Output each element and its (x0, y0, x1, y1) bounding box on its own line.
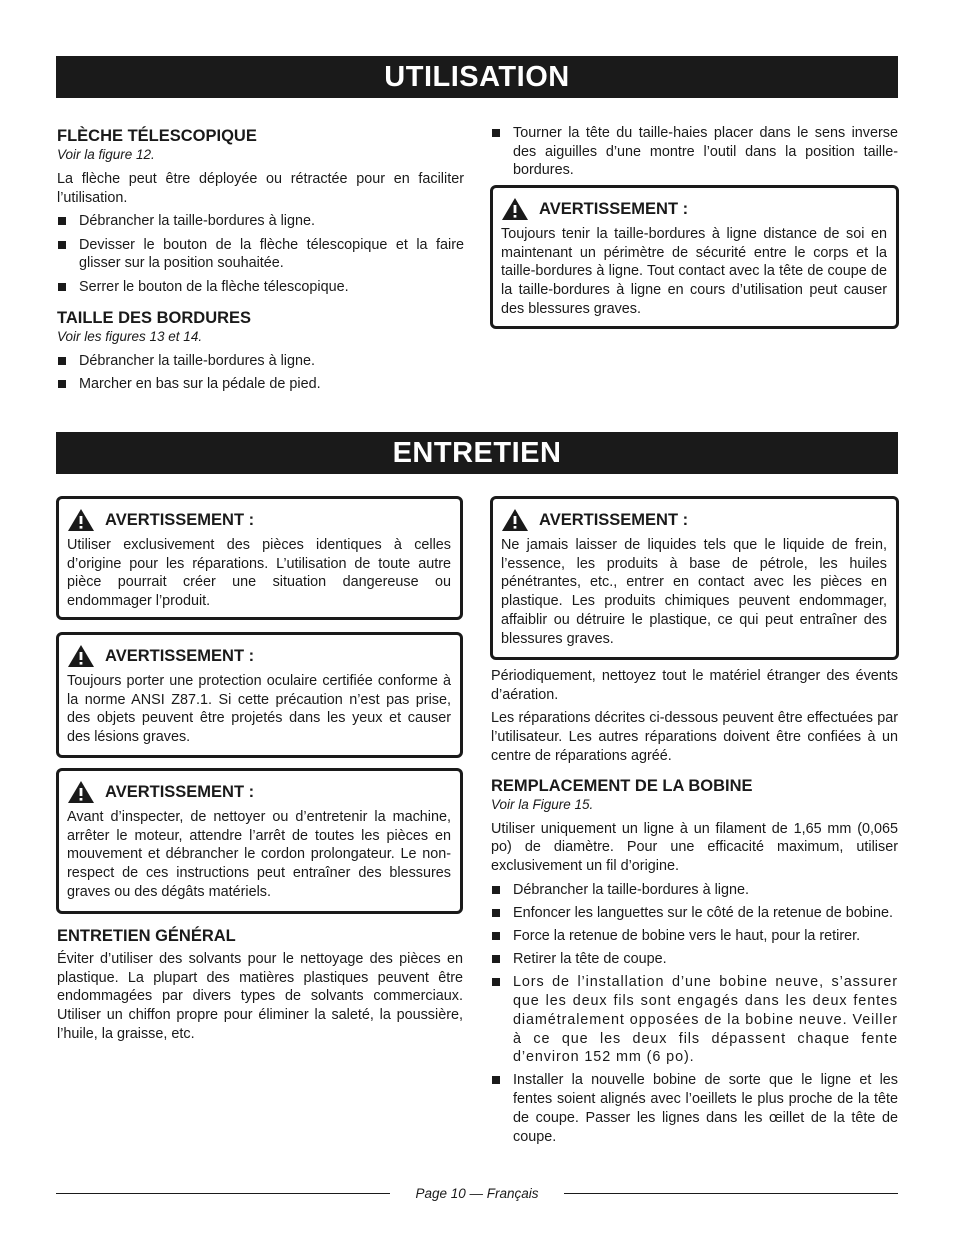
warning-box-utilisation (490, 185, 899, 329)
entretien-right-column (491, 667, 898, 1151)
list-item: Serrer le bouton de la flèche télescopique. (57, 278, 464, 297)
warning-box-protection (56, 632, 463, 758)
warning-box-liquides (490, 496, 899, 660)
entretien-para-reparations: Les réparations décrites ci-dessous peuvent être effectuées par l’utilisateur. Les autres réparations doivent être confiées à un centre de réparations agréé. (491, 710, 898, 764)
bullet-square (58, 217, 66, 225)
list-item: Force la retenue de bobine vers le haut, pour la retirer. (491, 927, 898, 946)
warning-triangle-icon (501, 197, 529, 221)
warning-text: Avant d’inspecter, de nettoyer ou d’entretenir la machine, arrêter le moteur, attendre l’arrêt de toutes les pièces en mouvement et débrancher le cordon prolongateur. Le non-respect de ces instructions peut entraîner des blessures graves ou des dégâts matériels. (67, 809, 451, 900)
bullet-square (58, 380, 66, 388)
list-item: Devisser le bouton de la flèche télescopique et la faire glisser sur la position souhaitée. (57, 236, 464, 273)
list-item: Débrancher la taille-bordures à ligne. (57, 352, 464, 371)
warning-text: Toujours tenir la taille-bordures à ligne distance de soi en maintenant un périmètre de sécurité entre le corps et la taille-bordures à ligne. Tout contact avec la tête de coupe de la taille-bordures à ligne en cours d’utilisation peut causer des blessures graves. (501, 226, 887, 317)
warning-text: Utiliser exclusivement des pièces identiques à celles d’origine pour les réparations. L’utilisation de toute autre pièce pourrait créer une situation dangereuse ou endommager l’produit. (67, 537, 451, 610)
bullet-square (58, 241, 66, 249)
bullet-square (492, 1076, 500, 1084)
fleche-telescopique-heading: FLÈCHE TÉLESCOPIQUE (57, 127, 257, 145)
warning-triangle-icon (67, 508, 95, 532)
fleche-intro: La flèche peut être déployée ou rétractée pour en faciliter l’utilisation. (57, 171, 464, 206)
utilisation-banner: UTILISATION (56, 56, 898, 98)
list-item: Débrancher la taille-bordures à ligne. (491, 881, 898, 900)
list-item: Enfoncer les languettes sur le côté de la retenue de bobine. (491, 904, 898, 923)
warning-title: AVERTISSEMENT : (539, 200, 689, 218)
warning-box-inspection (56, 768, 463, 914)
bullet-square (492, 909, 500, 917)
rotation-steps (491, 124, 898, 180)
bullet-square (492, 955, 500, 963)
list-item: Marcher en bas sur la pédale de pied. (57, 375, 464, 394)
warning-text: Toujours porter une protection oculaire certifiée conforme à la norme ANSI Z87.1. Si cette précaution n’est pas prise, des objets peuvent être projetés dans les yeux et causer des lésions graves. (67, 673, 451, 746)
utilisation-left-column (57, 126, 464, 399)
warning-title: AVERTISSEMENT : (105, 783, 255, 801)
list-item: Retirer la tête de coupe. (491, 950, 898, 969)
warning-title: AVERTISSEMENT : (105, 511, 255, 529)
bobine-intro: Utiliser uniquement un ligne à un filament de 1,65 mm (0,065 po) de diamètre. Pour une efficacité maximum, utiliser exclusivement un fil d’origine. (491, 820, 898, 874)
bullet-square (58, 357, 66, 365)
warning-title: AVERTISSEMENT : (539, 511, 689, 529)
entretien-general-text: Éviter d’utiliser des solvants pour le nettoyage des pièces en plastique. La plupart des matières plastiques peuvent être endommagées par divers types de solvants commerciaux. Utiliser un chiffon propre pour éliminer la saleté, la poussière, l’huile, la graisse, etc. (57, 951, 463, 1042)
entretien-general-section (57, 926, 463, 1049)
bobine-heading: REMPLACEMENT DE LA BOBINE (491, 776, 753, 795)
fleche-steps (57, 212, 464, 296)
warning-title: AVERTISSEMENT : (105, 647, 255, 665)
entretien-para-nettoyage: Périodiquement, nettoyez tout le matériel étranger des évents d’aération. (491, 668, 898, 703)
bullet-square (58, 283, 66, 291)
warning-triangle-icon (67, 780, 95, 804)
taille-bordures-heading: TAILLE DES BORDURES (57, 309, 252, 328)
warning-text: Ne jamais laisser de liquides tels que le liquide de frein, l’essence, les produits à base de pétrole, les huiles pénétrantes, etc., entrer en contact avec les pièces en plastique. Les produits chimiques peuvent endommager, affaiblir ou détruire le plastique, ce qui peut entraîner des blessures graves. (501, 537, 887, 647)
fleche-figure-ref: Voir la figure 12. (57, 147, 155, 162)
entretien-banner: ENTRETIEN (56, 432, 898, 474)
entretien-general-heading: ENTRETIEN GÉNÉRAL (57, 927, 236, 945)
footer-rule-right (564, 1193, 898, 1194)
bobine-figure-ref: Voir la Figure 15. (491, 796, 594, 812)
bullet-square (492, 886, 500, 894)
warning-triangle-icon (67, 644, 95, 668)
list-item: Débrancher la taille-bordures à ligne. (57, 212, 464, 231)
list-item: Installer la nouvelle bobine de sorte que le ligne et les fentes soient alignés avec l’oeillets le plus proche de la tête de coupe. Passer les lignes dans les œillet de la tête de coupe. (491, 1071, 898, 1146)
page-footer: Page 10 — Français (415, 1186, 539, 1201)
utilisation-right-column (491, 124, 898, 185)
bullet-square (492, 978, 500, 986)
warning-box-pieces (56, 496, 463, 620)
bullet-square (492, 129, 500, 137)
footer-rule-left (56, 1193, 390, 1194)
warning-triangle-icon (501, 508, 529, 532)
list-item: Lors de l’installation d’une bobine neuve, s’assurer que les deux fils sont engagés dans les deux fentes diamétralement opposées de la bobine neuve. Veiller à ce que les deux fils dépassent chaque fente d’environ 152 mm (6 po). (491, 973, 898, 1067)
list-item: Tourner la tête du taille-haies placer dans le sens inverse des aiguilles d’une montre l’outil dans la position taille-bordures. (491, 124, 898, 180)
bullet-square (492, 932, 500, 940)
bobine-steps (491, 881, 898, 1147)
taille-steps (57, 352, 464, 394)
taille-figure-ref: Voir les figures 13 et 14. (57, 329, 203, 345)
